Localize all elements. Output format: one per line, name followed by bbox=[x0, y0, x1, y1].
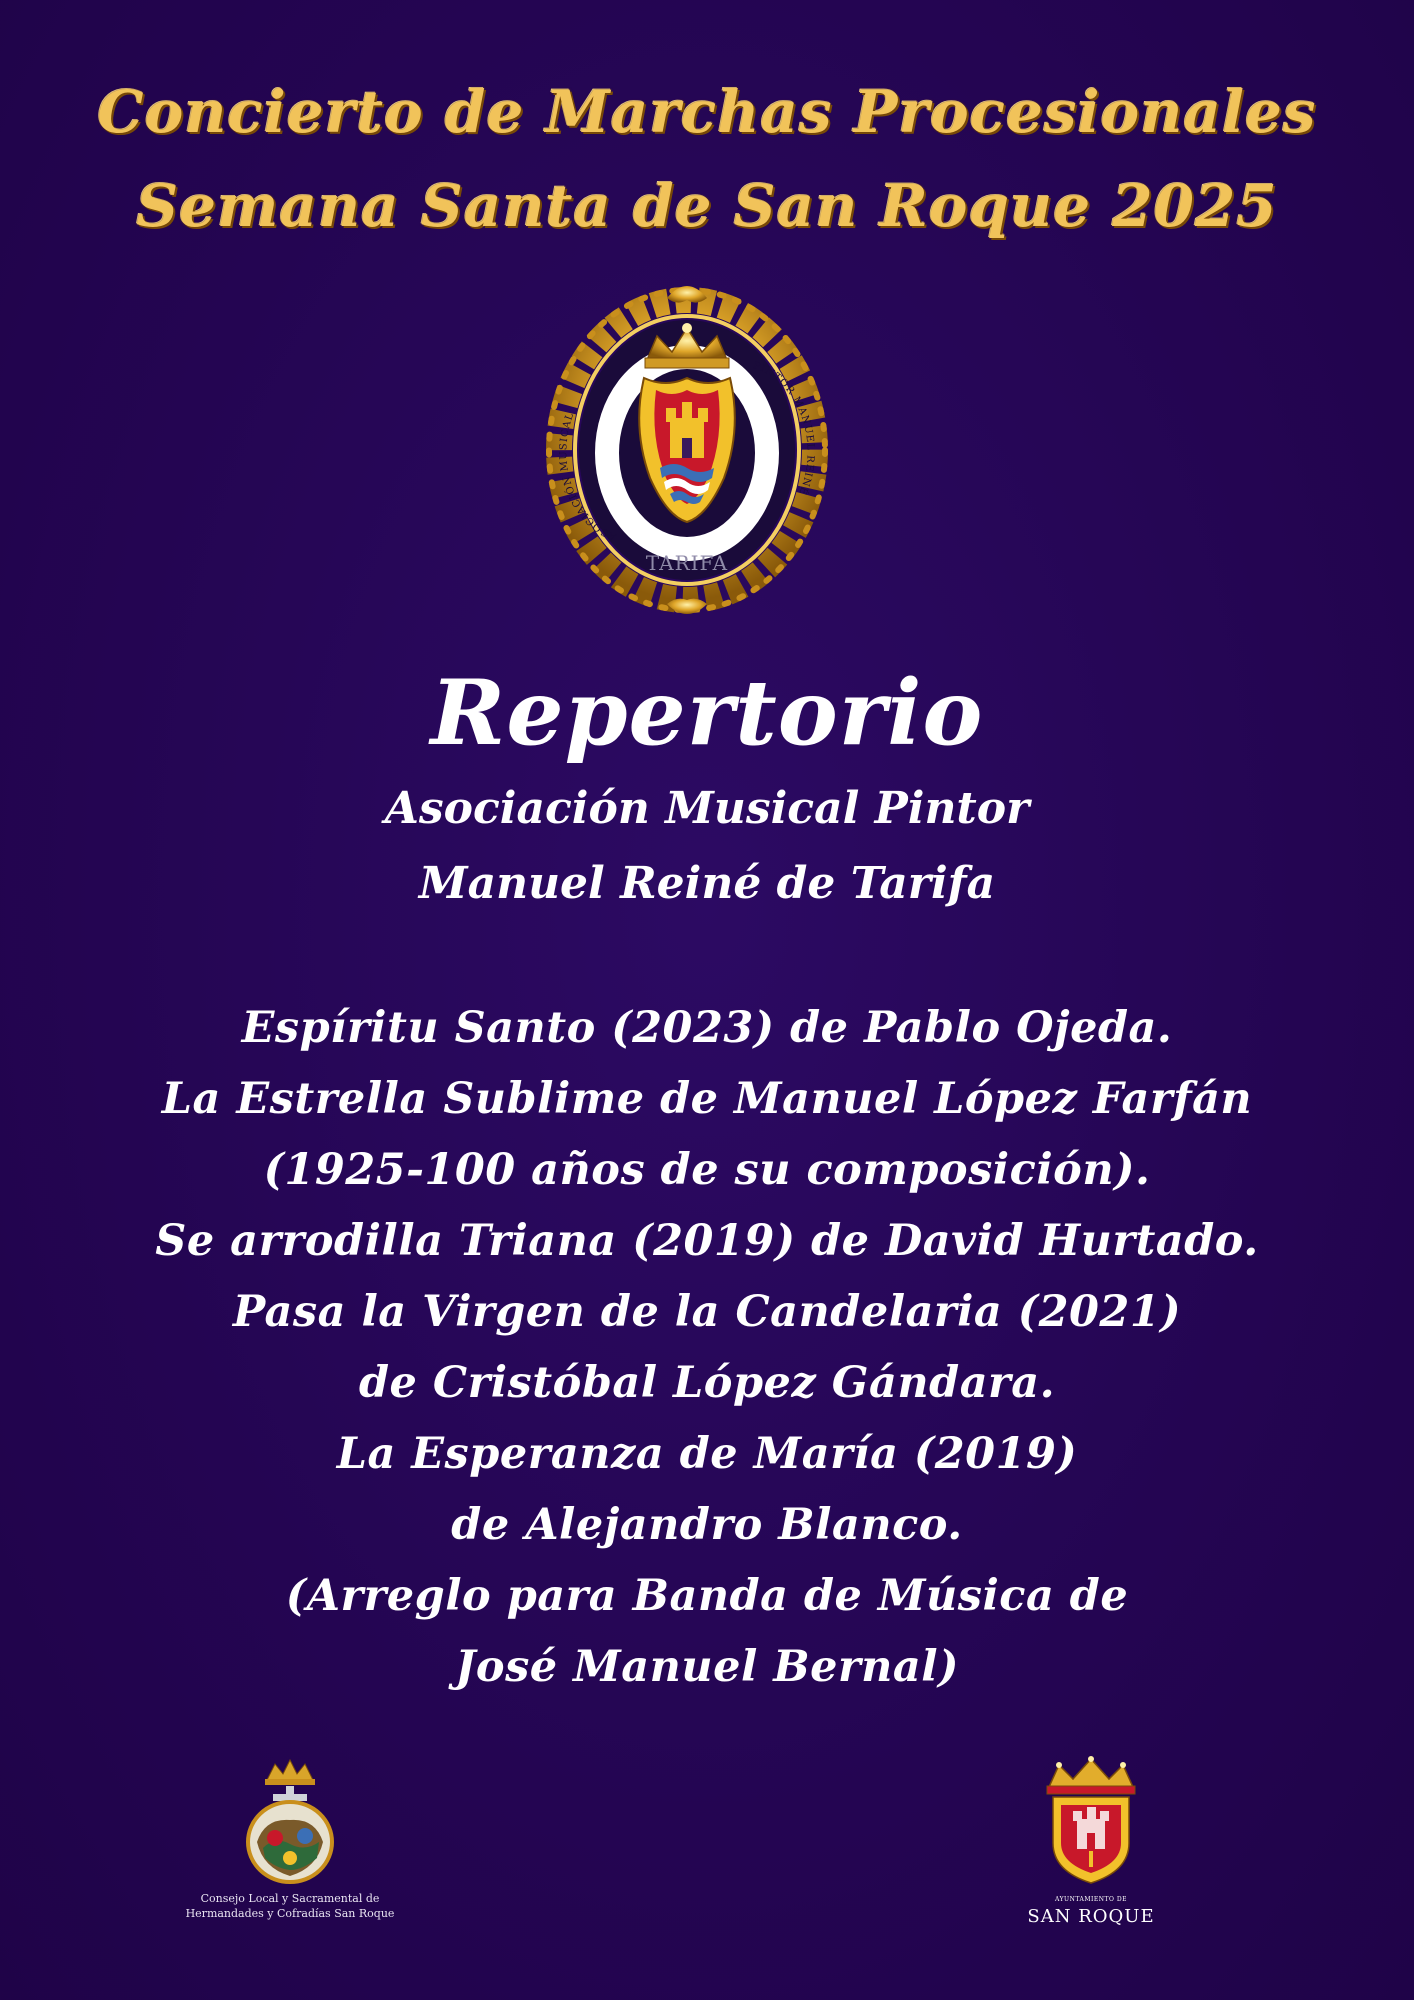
repertoire-heading: Repertorio bbox=[430, 660, 984, 766]
footer-right-small-text: AYUNTAMIENTO DE bbox=[1054, 1896, 1128, 1903]
association-line-1: Asociación Musical Pintor bbox=[384, 783, 1030, 834]
repertoire-line: Se arrodilla Triana (2019) de David Hurtado. bbox=[155, 1216, 1259, 1266]
consejo-crest-icon bbox=[235, 1758, 345, 1888]
title-line-2: Semana Santa de San Roque 2025 bbox=[136, 172, 1278, 240]
footer-left-caption-2: Hermandades y Cofradías San Roque bbox=[185, 1907, 395, 1920]
crest-ring-text-right: PINTOR MANUEL REINÉ bbox=[751, 360, 816, 497]
repertoire-line: de Cristóbal López Gándara. bbox=[358, 1358, 1056, 1408]
repertoire-line: Espíritu Santo (2023) de Pablo Ojeda. bbox=[241, 1003, 1173, 1053]
repertoire-line: de Alejandro Blanco. bbox=[451, 1500, 963, 1550]
san-roque-shield-icon bbox=[1043, 1755, 1139, 1885]
band-crest-icon bbox=[532, 278, 842, 618]
crest-tarifa-text: TARIFA bbox=[645, 551, 729, 575]
repertoire-line: (1925-100 años de su composición). bbox=[263, 1145, 1151, 1195]
repertoire-line: La Esperanza de María (2019) bbox=[336, 1429, 1078, 1479]
footer-left-caption-1: Consejo Local y Sacramental de bbox=[200, 1892, 380, 1905]
repertoire-line: José Manuel Bernal) bbox=[455, 1642, 959, 1692]
repertoire-line: (Arreglo para Banda de Música de bbox=[285, 1571, 1129, 1621]
title-line-1: Concierto de Marchas Procesionales bbox=[97, 78, 1317, 146]
footer-right-name: SAN ROQUE bbox=[1027, 1906, 1155, 1927]
repertoire-line: La Estrella Sublime de Manuel López Farfán bbox=[161, 1074, 1253, 1124]
association-line-2: Manuel Reiné de Tarifa bbox=[418, 858, 996, 909]
repertoire-line: Pasa la Virgen de la Candelaria (2021) bbox=[232, 1287, 1182, 1337]
crest-ring-text-left: ASOCIACIÓN MUSICAL bbox=[558, 411, 618, 543]
